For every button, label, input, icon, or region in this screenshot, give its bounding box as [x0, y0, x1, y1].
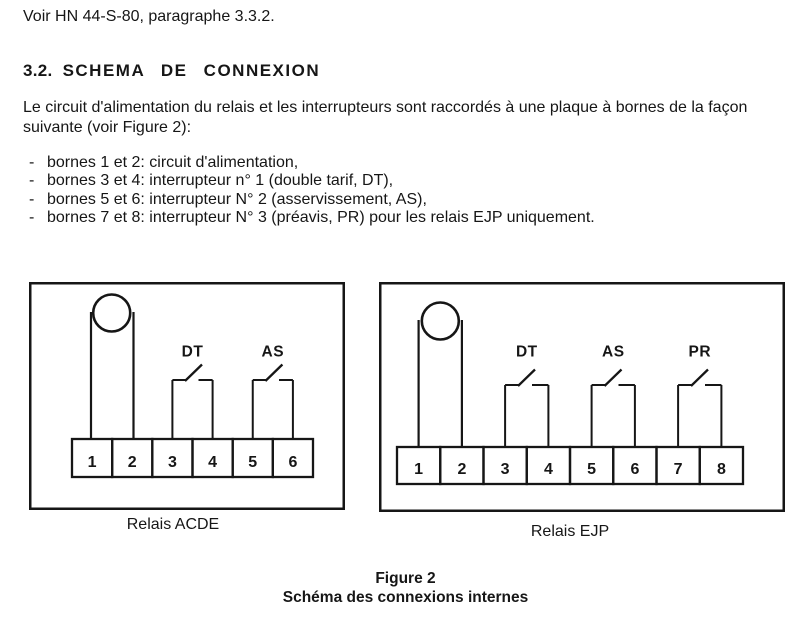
terminal-number: 3 — [167, 454, 177, 471]
figure-caption — [0, 570, 811, 607]
switch-label-as: AS — [602, 343, 625, 361]
switch-blade — [691, 370, 708, 387]
terminal-number: 7 — [673, 461, 683, 478]
switch-label-dt: DT — [515, 343, 538, 361]
switch-label-as: AS — [261, 343, 285, 361]
terminal-strip — [397, 447, 743, 484]
list-item-text: bornes 7 et 8: interrupteur N° 3 (préavis, PR) pour les relais EJP uniquement. — [47, 208, 595, 226]
section-heading — [23, 61, 320, 81]
dash-bullet: - — [29, 172, 35, 190]
section-title: SCHEMA DE CONNEXION — [62, 61, 321, 80]
list-item — [23, 191, 793, 209]
dash-bullet: - — [29, 208, 35, 226]
terminal-number: 4 — [543, 461, 553, 478]
relais-ejp-diagram — [379, 282, 785, 512]
switch-blade — [265, 365, 282, 382]
coil-circle — [93, 295, 130, 332]
relais-ejp-label: Relais EJP — [530, 523, 610, 540]
terminal-number: 2 — [457, 461, 467, 478]
coil-circle — [422, 303, 459, 340]
terminal-number: 6 — [288, 454, 298, 471]
switch-dt — [172, 344, 212, 440]
terminal-number: 3 — [500, 461, 510, 478]
terminal-list — [23, 154, 793, 227]
terminal-number: 4 — [208, 454, 218, 471]
paragraph-line: suivante (voir Figure 2): — [23, 119, 192, 136]
terminal-strip — [72, 439, 313, 477]
intro-paragraph — [23, 98, 793, 138]
list-item-text: bornes 5 et 6: interrupteur N° 2 (asservissement, AS), — [47, 190, 427, 208]
list-item — [23, 154, 793, 172]
terminal-number: 6 — [630, 461, 640, 478]
switch-label-dt: DT — [181, 343, 204, 361]
diagram-frame — [30, 283, 344, 509]
relais-acde-label: Relais ACDE — [126, 516, 220, 533]
paragraph-line: Le circuit d'alimentation du relais et les interrupteurs sont raccordés à une plaque à bornes de la façon — [23, 99, 748, 116]
switch-blade — [518, 370, 535, 387]
figure-title: Schéma des connexions internes — [282, 588, 529, 606]
relais-acde-diagram — [29, 282, 345, 510]
switch-as — [253, 344, 293, 440]
terminal-number: 2 — [127, 454, 137, 471]
dash-bullet: - — [29, 154, 35, 171]
switch-dt — [505, 344, 548, 448]
switch-pr — [678, 344, 721, 448]
list-item-text: bornes 1 et 2: circuit d'alimentation, — [47, 154, 299, 171]
list-item — [23, 209, 793, 227]
switch-label-pr: PR — [688, 343, 712, 361]
coil-symbol — [91, 295, 134, 440]
terminal-number: 1 — [414, 461, 424, 478]
reference-note: Voir HN 44-S-80, paragraphe 3.3.2. — [23, 8, 275, 25]
switch-as — [592, 344, 635, 448]
terminal-number: 5 — [587, 461, 597, 478]
figure-number: Figure 2 — [375, 570, 436, 587]
terminal-number: 1 — [87, 454, 97, 471]
terminal-number: 8 — [716, 461, 726, 478]
switch-blade — [605, 370, 622, 387]
section-number: 3.2. — [23, 61, 53, 80]
coil-symbol — [419, 303, 462, 448]
switch-blade — [185, 365, 202, 382]
list-item — [23, 172, 793, 190]
list-item-text: bornes 3 et 4: interrupteur n° 1 (double tarif, DT), — [47, 172, 394, 190]
terminal-number: 5 — [248, 454, 258, 471]
dash-bullet: - — [29, 190, 35, 208]
